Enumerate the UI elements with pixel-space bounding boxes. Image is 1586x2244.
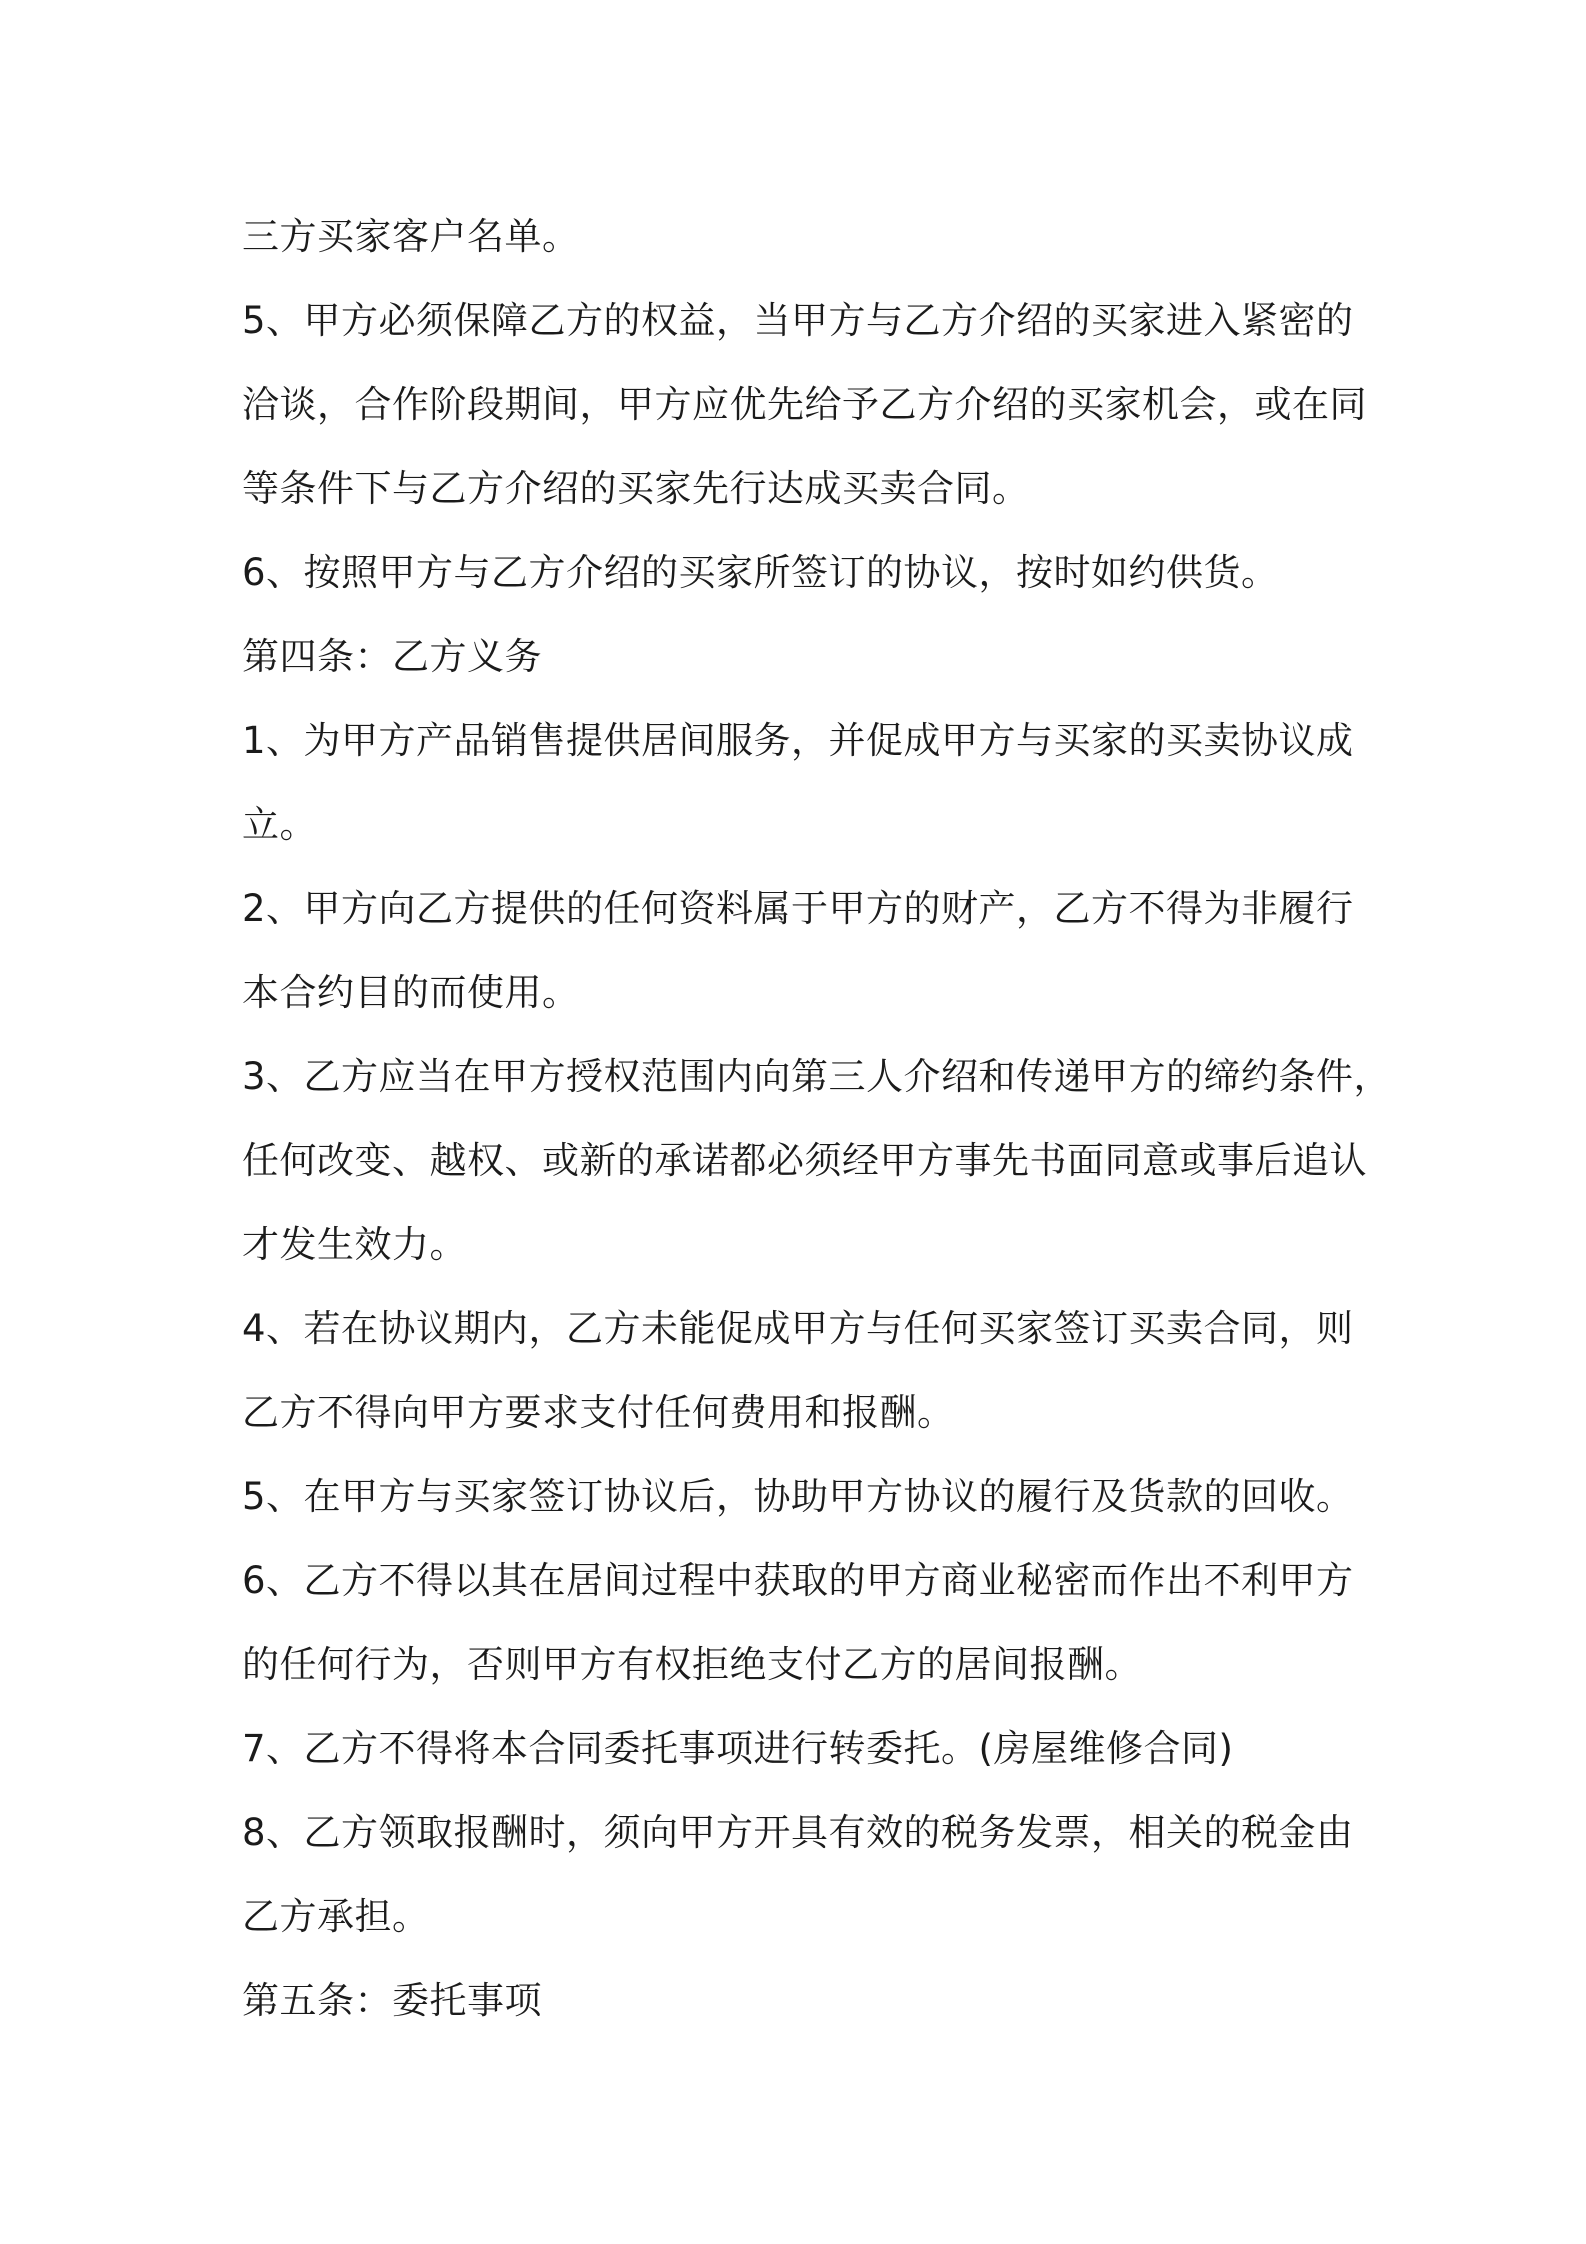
text-line: 本合约目的而使用。 — [242, 971, 580, 1014]
text-line: 乙方承担。 — [242, 1895, 430, 1938]
text-line: 等条件下与乙方介绍的买家先行达成买卖合同。 — [242, 467, 1030, 510]
section-heading: 第五条：委托事项 — [242, 1979, 542, 2022]
clause-b1-service — [242, 699, 1372, 867]
text-line: 任何改变、越权、或新的承诺都必须经甲方事先书面同意或事后追认 — [242, 1139, 1367, 1182]
text-line: 才发生效力。 — [242, 1223, 467, 1266]
heading-article-4 — [242, 615, 1372, 699]
section-heading: 第四条：乙方义务 — [242, 635, 542, 678]
clause-b6-secrets — [242, 1539, 1372, 1707]
clause-b8-invoice — [242, 1791, 1372, 1959]
clause-b2-materials — [242, 867, 1372, 1035]
text-line: 的任何行为，否则甲方有权拒绝支付乙方的居间报酬。 — [242, 1643, 1142, 1686]
document-body — [242, 195, 1392, 2043]
clause-buyer-list-end — [242, 195, 1372, 279]
clause-b4-no-fee — [242, 1287, 1372, 1455]
clause-b7-no-subcontract — [242, 1707, 1372, 1791]
text-line: 三方买家客户名单。 — [242, 215, 580, 258]
clause-a6-supply — [242, 531, 1372, 615]
text-line: 1、为甲方产品销售提供居间服务，并促成甲方与买家的买卖协议成 — [242, 719, 1354, 762]
text-line: 3、乙方应当在甲方授权范围内向第三人介绍和传递甲方的缔约条件， — [242, 1055, 1392, 1098]
text-line: 7、乙方不得将本合同委托事项进行转委托。(房屋维修合同) — [242, 1727, 1234, 1770]
heading-article-5 — [242, 1959, 1372, 2043]
text-line: 4、若在协议期内，乙方未能促成甲方与任何买家签订买卖合同，则 — [242, 1307, 1354, 1350]
text-line: 洽谈，合作阶段期间，甲方应优先给予乙方介绍的买家机会，或在同 — [242, 383, 1367, 426]
text-line: 5、甲方必须保障乙方的权益，当甲方与乙方介绍的买家进入紧密的 — [242, 299, 1354, 342]
text-line: 6、乙方不得以其在居间过程中获取的甲方商业秘密而作出不利甲方 — [242, 1559, 1354, 1602]
text-line: 5、在甲方与买家签订协议后，协助甲方协议的履行及货款的回收。 — [242, 1475, 1354, 1518]
text-line: 8、乙方领取报酬时，须向甲方开具有效的税务发票，相关的税金由 — [242, 1811, 1354, 1854]
text-line: 立。 — [242, 803, 317, 846]
text-line: 2、甲方向乙方提供的任何资料属于甲方的财产，乙方不得为非履行 — [242, 887, 1354, 930]
clause-b5-assist — [242, 1455, 1372, 1539]
text-line: 乙方不得向甲方要求支付任何费用和报酬。 — [242, 1391, 955, 1434]
clause-a5-protect-rights — [242, 279, 1372, 531]
text-line: 6、按照甲方与乙方介绍的买家所签订的协议，按时如约供货。 — [242, 551, 1279, 594]
clause-b3-authorization — [242, 1035, 1392, 1287]
